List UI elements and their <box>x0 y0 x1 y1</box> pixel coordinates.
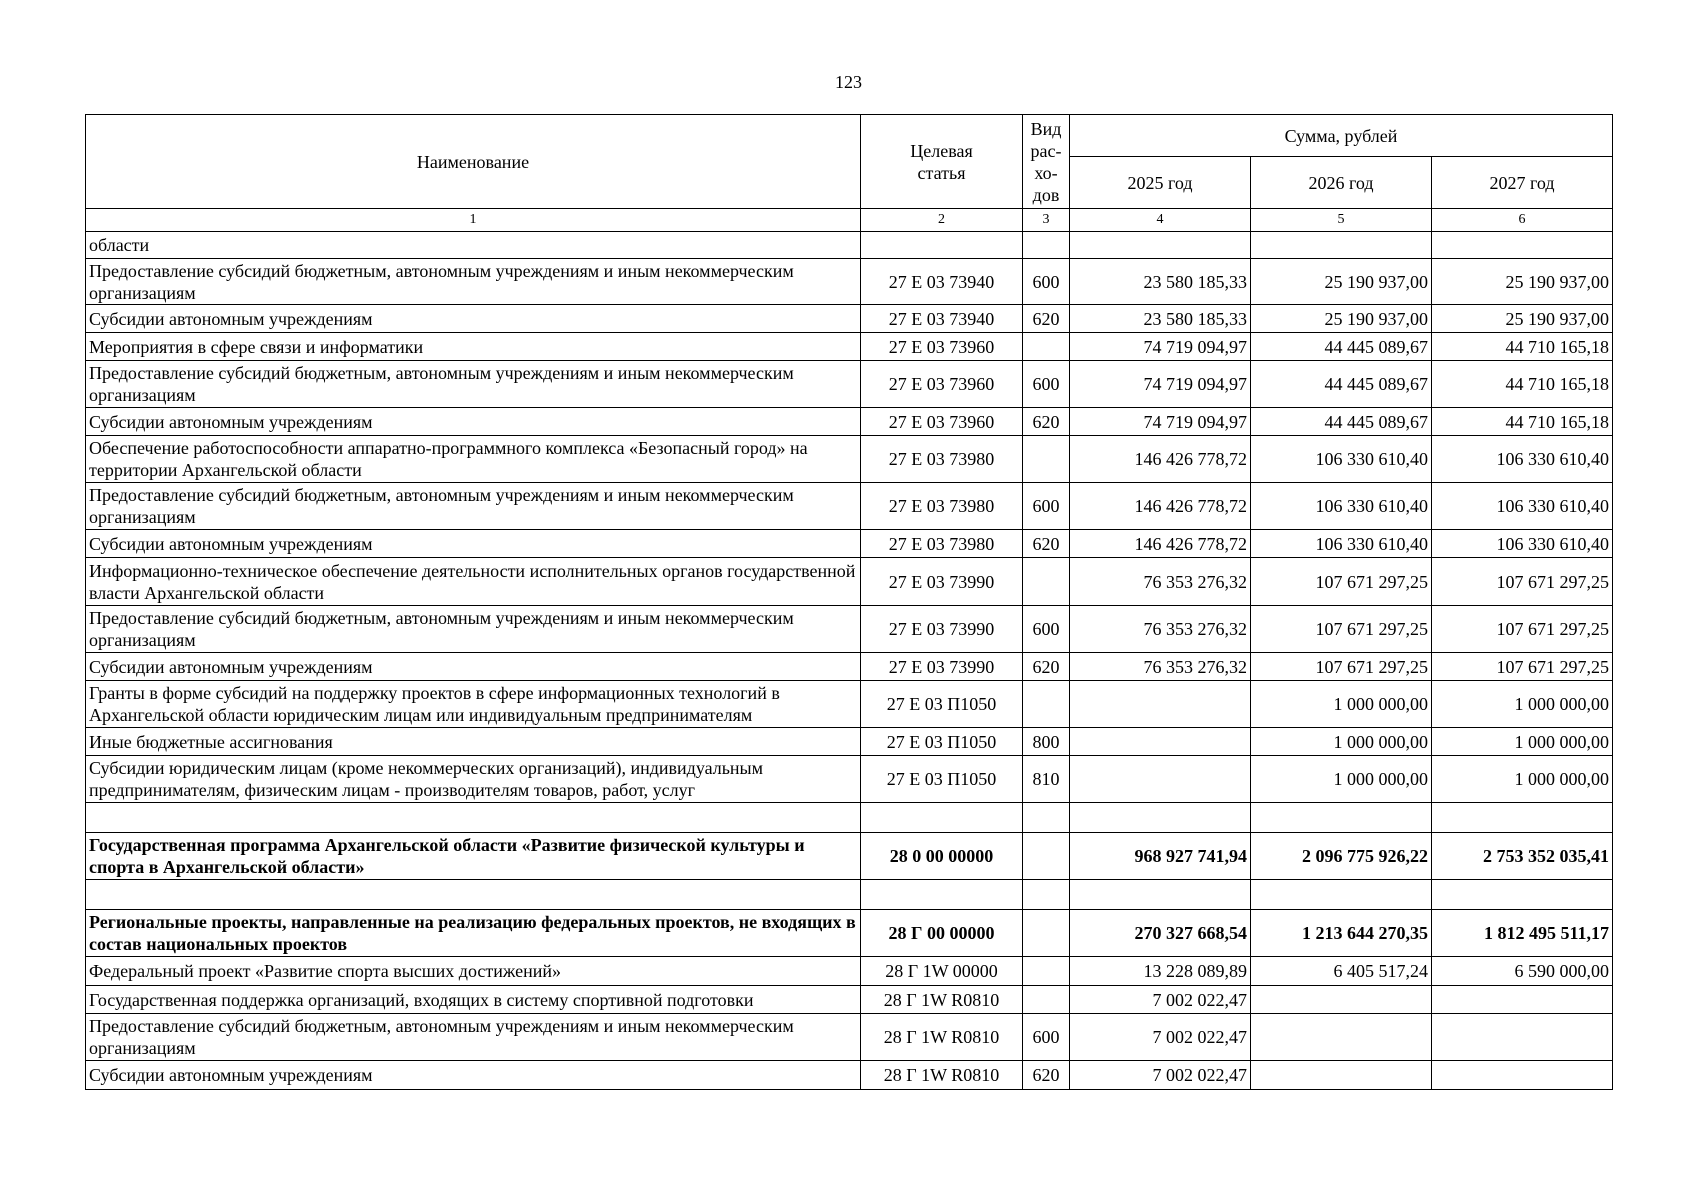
cell-expense-type: 620 <box>1023 1061 1070 1090</box>
cell-sum-2025: 7 002 022,47 <box>1070 1061 1251 1090</box>
cell-name: Региональные проекты, направленные на реализацию федеральных проектов, не входящих в состав национальных проектов <box>86 910 861 957</box>
cell-sum-2027 <box>1432 1061 1613 1090</box>
cell-name: Иные бюджетные ассигнования <box>86 728 861 756</box>
cell-name: Федеральный проект «Развитие спорта высших достижений» <box>86 957 861 986</box>
spacer-row <box>86 880 1613 910</box>
table-row <box>86 756 1613 803</box>
cell-target-article: 27 Е 03 73960 <box>861 408 1023 436</box>
cell-sum-2027: 107 671 297,25 <box>1432 558 1613 606</box>
cell-expense-type <box>1023 232 1070 259</box>
table-row <box>86 232 1613 259</box>
cell-sum-2025 <box>1070 681 1251 728</box>
cell-name: Предоставление субсидий бюджетным, автономным учреждениям и иным некоммерческим организациям <box>86 1014 861 1061</box>
cell-target-article: 27 Е 03 73990 <box>861 606 1023 653</box>
cell-name: Предоставление субсидий бюджетным, автономным учреждениям и иным некоммерческим организациям <box>86 483 861 530</box>
cell-sum-2025: 13 228 089,89 <box>1070 957 1251 986</box>
cell-sum-2025: 968 927 741,94 <box>1070 833 1251 880</box>
header-target-label: Целевая статья <box>910 140 973 183</box>
empty-cell <box>861 803 1023 833</box>
cell-sum-2025: 76 353 276,32 <box>1070 653 1251 681</box>
cell-sum-2026: 107 671 297,25 <box>1251 558 1432 606</box>
table-row <box>86 833 1613 880</box>
cell-target-article: 27 Е 03 73990 <box>861 653 1023 681</box>
cell-sum-2025: 74 719 094,97 <box>1070 361 1251 408</box>
cell-sum-2025: 76 353 276,32 <box>1070 558 1251 606</box>
cell-target-article: 28 0 00 00000 <box>861 833 1023 880</box>
cell-sum-2027: 106 330 610,40 <box>1432 530 1613 558</box>
cell-name: Субсидии автономным учреждениям <box>86 1061 861 1090</box>
cell-sum-2025: 146 426 778,72 <box>1070 436 1251 483</box>
cell-expense-type: 600 <box>1023 483 1070 530</box>
cell-expense-type <box>1023 986 1070 1014</box>
table-row <box>86 483 1613 530</box>
column-index: 4 <box>1070 209 1251 232</box>
table-row <box>86 408 1613 436</box>
cell-expense-type: 600 <box>1023 361 1070 408</box>
header-year-2025: 2025 год <box>1070 157 1251 209</box>
cell-target-article: 27 Е 03 П1050 <box>861 756 1023 803</box>
cell-expense-type <box>1023 833 1070 880</box>
cell-sum-2026: 106 330 610,40 <box>1251 530 1432 558</box>
cell-sum-2026: 2 096 775 926,22 <box>1251 833 1432 880</box>
cell-target-article: 27 Е 03 73980 <box>861 530 1023 558</box>
cell-sum-2027 <box>1432 986 1613 1014</box>
cell-target-article: 28 Г 1W R0810 <box>861 986 1023 1014</box>
cell-sum-2025: 76 353 276,32 <box>1070 606 1251 653</box>
cell-target-article: 27 Е 03 73960 <box>861 361 1023 408</box>
cell-sum-2025: 270 327 668,54 <box>1070 910 1251 957</box>
cell-sum-2027: 2 753 352 035,41 <box>1432 833 1613 880</box>
cell-sum-2027: 1 000 000,00 <box>1432 756 1613 803</box>
cell-target-article: 27 Е 03 73940 <box>861 259 1023 305</box>
table-row <box>86 333 1613 361</box>
header-vid-line: рас- <box>1030 140 1062 161</box>
cell-sum-2025: 146 426 778,72 <box>1070 530 1251 558</box>
cell-sum-2026: 1 000 000,00 <box>1251 681 1432 728</box>
cell-sum-2026 <box>1251 232 1432 259</box>
column-index: 6 <box>1432 209 1613 232</box>
empty-cell <box>1251 880 1432 910</box>
cell-sum-2027: 1 000 000,00 <box>1432 728 1613 756</box>
cell-target-article: 27 Е 03 П1050 <box>861 728 1023 756</box>
cell-expense-type: 620 <box>1023 530 1070 558</box>
table-body <box>86 232 1613 1090</box>
cell-sum-2027: 25 190 937,00 <box>1432 305 1613 333</box>
empty-cell <box>1070 803 1251 833</box>
cell-target-article: 27 Е 03 73990 <box>861 558 1023 606</box>
cell-name: Субсидии автономным учреждениям <box>86 408 861 436</box>
cell-sum-2026: 25 190 937,00 <box>1251 305 1432 333</box>
cell-name: Гранты в форме субсидий на поддержку проектов в сфере информационных технологий в Архангельской области юридическим лицам или индивидуальным предпринимателям <box>86 681 861 728</box>
cell-target-article: 28 Г 1W R0810 <box>861 1061 1023 1090</box>
cell-sum-2026: 44 445 089,67 <box>1251 361 1432 408</box>
cell-sum-2025: 7 002 022,47 <box>1070 1014 1251 1061</box>
cell-sum-2026 <box>1251 1014 1432 1061</box>
cell-sum-2025 <box>1070 728 1251 756</box>
table-header <box>86 115 1613 232</box>
empty-cell <box>1432 803 1613 833</box>
cell-name: Субсидии автономным учреждениям <box>86 530 861 558</box>
cell-expense-type: 600 <box>1023 259 1070 305</box>
header-vid-line: Вид <box>1030 118 1062 139</box>
empty-cell <box>1023 880 1070 910</box>
cell-target-article <box>861 232 1023 259</box>
table-row <box>86 558 1613 606</box>
cell-sum-2027: 1 812 495 511,17 <box>1432 910 1613 957</box>
cell-sum-2027: 44 710 165,18 <box>1432 333 1613 361</box>
cell-expense-type: 620 <box>1023 653 1070 681</box>
empty-cell <box>861 880 1023 910</box>
cell-sum-2026 <box>1251 986 1432 1014</box>
cell-target-article: 28 Г 00 00000 <box>861 910 1023 957</box>
cell-target-article: 27 Е 03 73980 <box>861 436 1023 483</box>
cell-expense-type: 620 <box>1023 408 1070 436</box>
header-vid-line: дов <box>1032 184 1060 205</box>
cell-name: Предоставление субсидий бюджетным, автономным учреждениям и иным некоммерческим организациям <box>86 361 861 408</box>
table-row <box>86 957 1613 986</box>
column-index-row <box>86 209 1613 232</box>
cell-sum-2025 <box>1070 232 1251 259</box>
cell-name: Мероприятия в сфере связи и информатики <box>86 333 861 361</box>
header-year-2027: 2027 год <box>1432 157 1613 209</box>
budget-table <box>85 114 1613 1090</box>
cell-sum-2027: 44 710 165,18 <box>1432 408 1613 436</box>
header-vid-line: хо- <box>1034 162 1058 183</box>
header-target-article <box>861 115 1023 209</box>
cell-sum-2027: 25 190 937,00 <box>1432 259 1613 305</box>
cell-expense-type: 810 <box>1023 756 1070 803</box>
table-row <box>86 653 1613 681</box>
header-name: Наименование <box>86 115 861 209</box>
cell-sum-2027: 6 590 000,00 <box>1432 957 1613 986</box>
cell-name: Государственная поддержка организаций, входящих в систему спортивной подготовки <box>86 986 861 1014</box>
column-index: 1 <box>86 209 861 232</box>
cell-sum-2025: 74 719 094,97 <box>1070 408 1251 436</box>
cell-sum-2027 <box>1432 232 1613 259</box>
cell-name: Информационно-техническое обеспечение деятельности исполнительных органов государственной власти Архангельской области <box>86 558 861 606</box>
cell-sum-2026: 106 330 610,40 <box>1251 436 1432 483</box>
table-row <box>86 530 1613 558</box>
cell-name: Предоставление субсидий бюджетным, автономным учреждениям и иным некоммерческим организациям <box>86 606 861 653</box>
cell-sum-2025: 74 719 094,97 <box>1070 333 1251 361</box>
cell-sum-2025: 23 580 185,33 <box>1070 305 1251 333</box>
cell-name: Государственная программа Архангельской области «Развитие физической культуры и спорта в Архангельской области» <box>86 833 861 880</box>
cell-expense-type <box>1023 910 1070 957</box>
cell-sum-2027: 106 330 610,40 <box>1432 483 1613 530</box>
cell-expense-type: 600 <box>1023 606 1070 653</box>
cell-sum-2026: 44 445 089,67 <box>1251 333 1432 361</box>
empty-cell <box>1023 803 1070 833</box>
cell-sum-2026: 25 190 937,00 <box>1251 259 1432 305</box>
cell-target-article: 28 Г 1W R0810 <box>861 1014 1023 1061</box>
empty-cell <box>86 880 861 910</box>
table-row <box>86 910 1613 957</box>
cell-target-article: 28 Г 1W 00000 <box>861 957 1023 986</box>
cell-sum-2026: 44 445 089,67 <box>1251 408 1432 436</box>
column-index: 2 <box>861 209 1023 232</box>
cell-sum-2026: 107 671 297,25 <box>1251 606 1432 653</box>
cell-sum-2026: 107 671 297,25 <box>1251 653 1432 681</box>
cell-expense-type: 600 <box>1023 1014 1070 1061</box>
cell-sum-2026 <box>1251 1061 1432 1090</box>
table-row <box>86 681 1613 728</box>
cell-name: Предоставление субсидий бюджетным, автономным учреждениям и иным некоммерческим организациям <box>86 259 861 305</box>
cell-expense-type: 620 <box>1023 305 1070 333</box>
cell-name: Субсидии автономным учреждениям <box>86 653 861 681</box>
cell-sum-2025: 7 002 022,47 <box>1070 986 1251 1014</box>
cell-sum-2027 <box>1432 1014 1613 1061</box>
page-number: 123 <box>835 72 862 92</box>
column-index: 3 <box>1023 209 1070 232</box>
spacer-row <box>86 803 1613 833</box>
table-row <box>86 259 1613 305</box>
header-year-2026: 2026 год <box>1251 157 1432 209</box>
cell-expense-type <box>1023 681 1070 728</box>
cell-expense-type: 800 <box>1023 728 1070 756</box>
cell-sum-2027: 106 330 610,40 <box>1432 436 1613 483</box>
cell-expense-type <box>1023 333 1070 361</box>
table-row <box>86 606 1613 653</box>
cell-target-article: 27 Е 03 73940 <box>861 305 1023 333</box>
table-row <box>86 1061 1613 1090</box>
table-row <box>86 305 1613 333</box>
empty-cell <box>1432 880 1613 910</box>
cell-expense-type <box>1023 436 1070 483</box>
cell-sum-2025 <box>1070 756 1251 803</box>
cell-expense-type <box>1023 558 1070 606</box>
cell-sum-2027: 107 671 297,25 <box>1432 653 1613 681</box>
table-row <box>86 1014 1613 1061</box>
header-sum: Сумма, рублей <box>1070 115 1613 157</box>
cell-sum-2026: 1 213 644 270,35 <box>1251 910 1432 957</box>
table-row <box>86 728 1613 756</box>
cell-target-article: 27 Е 03 73960 <box>861 333 1023 361</box>
cell-target-article: 27 Е 03 П1050 <box>861 681 1023 728</box>
cell-name: области <box>86 232 861 259</box>
table-row <box>86 436 1613 483</box>
cell-name: Субсидии автономным учреждениям <box>86 305 861 333</box>
cell-target-article: 27 Е 03 73980 <box>861 483 1023 530</box>
cell-name: Субсидии юридическим лицам (кроме некоммерческих организаций), индивидуальным предпринимателям, физическим лицам - производителям товаров, работ, услуг <box>86 756 861 803</box>
cell-sum-2026: 1 000 000,00 <box>1251 728 1432 756</box>
cell-sum-2027: 44 710 165,18 <box>1432 361 1613 408</box>
cell-sum-2026: 1 000 000,00 <box>1251 756 1432 803</box>
cell-sum-2026: 6 405 517,24 <box>1251 957 1432 986</box>
column-index: 5 <box>1251 209 1432 232</box>
empty-cell <box>1251 803 1432 833</box>
header-expense-type <box>1023 115 1070 209</box>
cell-name: Обеспечение работоспособности аппаратно-программного комплекса «Безопасный город» на территории Архангельской области <box>86 436 861 483</box>
cell-sum-2027: 1 000 000,00 <box>1432 681 1613 728</box>
table-row <box>86 361 1613 408</box>
table-row <box>86 986 1613 1014</box>
cell-expense-type <box>1023 957 1070 986</box>
cell-sum-2025: 146 426 778,72 <box>1070 483 1251 530</box>
cell-sum-2025: 23 580 185,33 <box>1070 259 1251 305</box>
cell-sum-2027: 107 671 297,25 <box>1432 606 1613 653</box>
empty-cell <box>1070 880 1251 910</box>
cell-sum-2026: 106 330 610,40 <box>1251 483 1432 530</box>
empty-cell <box>86 803 861 833</box>
